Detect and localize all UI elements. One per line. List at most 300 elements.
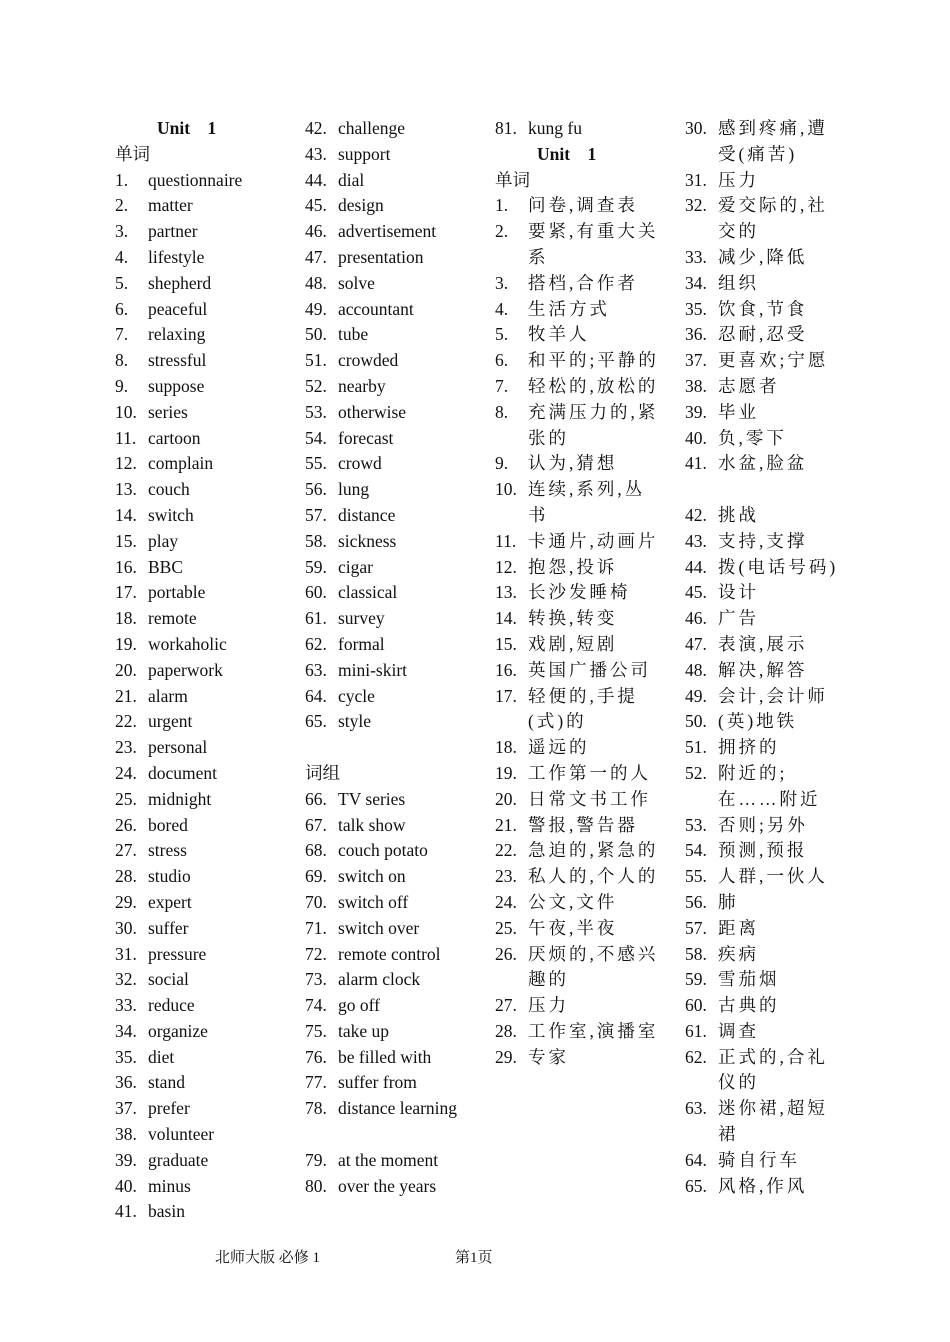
item-text: crowd <box>338 453 382 474</box>
item-text: 骑自行车 <box>718 1149 800 1170</box>
item-number: 8. <box>115 350 129 371</box>
item-text: switch over <box>338 917 420 938</box>
item-text: challenge <box>338 118 406 138</box>
item-text: paperwork <box>148 659 223 680</box>
list-item <box>495 374 660 400</box>
item-text: solve <box>338 272 375 293</box>
list-item <box>685 116 840 168</box>
item-text: design <box>338 195 384 216</box>
list-item <box>495 761 660 787</box>
list-item <box>495 684 660 736</box>
list-item <box>685 193 840 245</box>
list-item <box>305 942 475 968</box>
item-number: 42. <box>685 504 707 525</box>
item-number: 61. <box>685 1020 707 1041</box>
item-text: 卡通片,动画片 <box>528 530 659 551</box>
list-item <box>115 916 285 942</box>
list-item <box>685 426 840 452</box>
list-item <box>305 787 475 813</box>
list-item <box>115 297 285 323</box>
item-text: support <box>338 143 391 164</box>
item-text: crowded <box>338 350 399 371</box>
item-number: 32. <box>115 969 137 990</box>
item-text: 风格,作风 <box>718 1175 808 1196</box>
item-text: 挑战 <box>718 504 759 525</box>
item-number: 58. <box>305 530 327 551</box>
item-number: 21. <box>495 814 517 835</box>
list-item <box>685 632 840 658</box>
unit-title: Unit 1 <box>537 143 597 164</box>
item-text: 急迫的,紧急的 <box>528 840 659 861</box>
list-item <box>305 426 475 452</box>
item-text: 工作第一的人 <box>528 762 651 783</box>
item-number: 13. <box>115 479 137 500</box>
list-item <box>685 709 840 735</box>
item-text: 厌烦的,不感兴趣的 <box>528 943 659 990</box>
item-number: 49. <box>685 685 707 706</box>
list-item <box>685 451 840 477</box>
item-text: survey <box>338 608 385 629</box>
item-number: 20. <box>115 659 137 680</box>
item-text: expert <box>148 891 192 912</box>
list-item <box>685 348 840 374</box>
phrase-list <box>305 1148 475 1200</box>
item-text: 英国广播公司 <box>528 659 651 680</box>
list-item <box>115 632 285 658</box>
list-item <box>495 632 660 658</box>
item-text: 爱交际的,社交的 <box>718 195 828 242</box>
item-number: 46. <box>305 221 327 242</box>
item-text: suffer from <box>338 1072 417 1093</box>
item-number: 68. <box>305 840 327 861</box>
item-text: switch off <box>338 891 409 912</box>
item-number: 3. <box>115 221 129 242</box>
item-number: 38. <box>685 375 707 396</box>
list-item <box>495 219 660 271</box>
item-number: 64. <box>685 1149 707 1170</box>
item-number: 67. <box>305 814 327 835</box>
word-list <box>115 168 285 1226</box>
item-text: 警报,警告器 <box>528 814 638 835</box>
list-item <box>685 993 840 1019</box>
item-text: complain <box>148 453 214 474</box>
item-text: 减少,降低 <box>718 246 808 267</box>
list-item <box>115 761 285 787</box>
item-text: 更喜欢;宁愿 <box>718 350 829 371</box>
item-text: 拨(电话号码) <box>718 556 839 577</box>
item-text: otherwise <box>338 401 407 422</box>
item-number: 57. <box>305 504 327 525</box>
item-text: 转换,转变 <box>528 608 618 629</box>
item-text: at the moment <box>338 1149 439 1170</box>
list-item <box>685 1096 840 1148</box>
item-number: 12. <box>115 453 137 474</box>
list-item <box>115 864 285 890</box>
item-number: 22. <box>495 840 517 861</box>
item-text: 和平的;平静的 <box>528 350 659 371</box>
item-number: 39. <box>685 401 707 422</box>
item-text: nearby <box>338 375 386 396</box>
list-item <box>305 1070 475 1096</box>
translation-list <box>685 116 840 1199</box>
item-text: BBC <box>148 556 184 577</box>
item-text: 生活方式 <box>528 298 610 319</box>
item-number: 79. <box>305 1149 327 1170</box>
list-item <box>495 787 660 813</box>
item-text: 正式的,合礼仪的 <box>718 1046 828 1093</box>
item-number: 43. <box>685 530 707 551</box>
item-text: basin <box>148 1201 185 1222</box>
item-number: 9. <box>495 453 509 474</box>
item-text: couch potato <box>338 840 428 861</box>
item-text: 组织 <box>718 272 759 293</box>
list-item <box>685 374 840 400</box>
item-text: over the years <box>338 1175 437 1196</box>
item-number: 56. <box>305 479 327 500</box>
item-number: 58. <box>685 943 707 964</box>
item-number: 65. <box>305 711 327 732</box>
item-number: 30. <box>685 118 707 138</box>
list-item <box>305 658 475 684</box>
list-item <box>305 168 475 194</box>
item-number: 39. <box>115 1149 137 1170</box>
item-text: suffer <box>148 917 189 938</box>
item-text: 午夜,半夜 <box>528 917 618 938</box>
item-number: 31. <box>685 169 707 190</box>
word-list <box>305 116 475 735</box>
item-number: 31. <box>115 943 137 964</box>
list-item <box>115 1045 285 1071</box>
list-item <box>685 1148 840 1174</box>
list-item <box>685 400 840 426</box>
item-text: cycle <box>338 685 375 706</box>
item-number: 44. <box>305 169 327 190</box>
list-item <box>495 271 660 297</box>
list-item <box>115 1199 285 1225</box>
column-3 <box>495 116 660 1070</box>
item-number: 28. <box>115 866 137 887</box>
item-text: (英)地铁 <box>718 711 798 732</box>
item-text: workaholic <box>148 633 227 654</box>
list-item <box>305 1019 475 1045</box>
item-text: shepherd <box>148 272 212 293</box>
item-number: 11. <box>115 427 137 448</box>
item-number: 10. <box>115 401 137 422</box>
item-number: 7. <box>115 324 129 345</box>
item-number: 9. <box>115 375 129 396</box>
item-number: 40. <box>685 427 707 448</box>
list-item <box>685 606 840 632</box>
list-item <box>495 942 660 994</box>
item-number: 2. <box>115 195 129 216</box>
list-item <box>305 916 475 942</box>
item-text: 搭档,合作者 <box>528 272 638 293</box>
footer-book: 北师大版 必修 1 <box>215 1250 321 1266</box>
item-text: 公文,文件 <box>528 891 618 912</box>
item-number: 29. <box>115 891 137 912</box>
item-number: 62. <box>685 1046 707 1067</box>
item-text: 肺 <box>718 891 739 912</box>
item-number: 35. <box>115 1046 137 1067</box>
list-item <box>685 1045 840 1097</box>
list-item <box>115 1019 285 1045</box>
item-text: 牧羊人 <box>528 324 590 345</box>
column-2 <box>305 116 475 1199</box>
item-number: 18. <box>115 608 137 629</box>
list-item <box>495 297 660 323</box>
item-number: 25. <box>115 788 137 809</box>
item-text: switch <box>148 504 194 525</box>
list-item <box>495 348 660 374</box>
item-number: 51. <box>685 737 707 758</box>
list-item <box>115 709 285 735</box>
item-number: 45. <box>685 582 707 603</box>
item-number: 60. <box>685 995 707 1016</box>
item-text: 日常文书工作 <box>528 788 651 809</box>
item-number: 53. <box>305 401 327 422</box>
list-item <box>115 1096 285 1122</box>
item-text: alarm clock <box>338 969 421 990</box>
list-item <box>495 580 660 606</box>
item-number: 1. <box>495 195 509 216</box>
item-number: 41. <box>685 453 707 474</box>
item-number: 56. <box>685 891 707 912</box>
item-text: relaxing <box>148 324 206 345</box>
item-number: 61. <box>305 608 327 629</box>
item-text: go off <box>338 995 380 1016</box>
item-number: 11. <box>495 530 517 551</box>
list-item <box>115 451 285 477</box>
item-number: 66. <box>305 788 327 809</box>
item-text: questionnaire <box>148 169 243 190</box>
item-text: 疾病 <box>718 943 759 964</box>
item-text: 会计,会计师 <box>718 685 828 706</box>
item-number: 77. <box>305 1072 327 1093</box>
item-text: organize <box>148 1020 208 1041</box>
list-item <box>495 400 660 452</box>
list-item <box>495 658 660 684</box>
list-item <box>305 555 475 581</box>
list-item <box>115 1070 285 1096</box>
list-item <box>115 555 285 581</box>
item-number: 46. <box>685 608 707 629</box>
list-item: 81. kung fu <box>495 118 582 138</box>
list-item <box>685 529 840 555</box>
item-number: 36. <box>685 324 707 345</box>
item-number: 3. <box>495 272 509 293</box>
list-item <box>685 1174 840 1200</box>
item-text: advertisement <box>338 221 437 242</box>
item-text: distance <box>338 504 396 525</box>
list-item <box>305 813 475 839</box>
list-item <box>685 1019 840 1045</box>
footer-page-number: 第1页 <box>455 1250 493 1266</box>
item-text: 负,零下 <box>718 427 787 448</box>
item-number: 63. <box>685 1098 707 1119</box>
item-number: 1. <box>115 169 129 190</box>
item-text: bored <box>148 814 188 835</box>
list-item <box>305 632 475 658</box>
item-number: 72. <box>305 943 327 964</box>
list-item <box>495 555 660 581</box>
item-number: 52. <box>305 375 327 396</box>
list-item <box>685 916 840 942</box>
list-item <box>495 1045 660 1071</box>
item-number: 69. <box>305 866 327 887</box>
list-item <box>685 168 840 194</box>
list-item <box>495 1019 660 1045</box>
section-label: 单词 <box>115 143 150 164</box>
item-text: stand <box>148 1072 185 1093</box>
item-number: 15. <box>495 633 517 654</box>
item-number: 37. <box>115 1098 137 1119</box>
list-item <box>115 374 285 400</box>
item-text: 人群,一伙人 <box>718 866 828 887</box>
item-text: stressful <box>148 350 207 371</box>
list-item <box>115 400 285 426</box>
list-item <box>685 838 840 864</box>
list-item <box>495 813 660 839</box>
item-text: 毕业 <box>718 401 759 422</box>
list-item <box>305 297 475 323</box>
list-item <box>685 658 840 684</box>
item-text: play <box>148 530 179 551</box>
item-number: 47. <box>305 246 327 267</box>
item-text: cartoon <box>148 427 201 448</box>
item-text: portable <box>148 582 206 603</box>
list-item <box>305 245 475 271</box>
item-text: studio <box>148 866 191 887</box>
item-text: 私人的,个人的 <box>528 866 659 887</box>
list-item <box>685 322 840 348</box>
list-item <box>685 684 840 710</box>
list-item <box>115 1122 285 1148</box>
list-item <box>685 580 840 606</box>
list-item <box>115 348 285 374</box>
item-number: 50. <box>305 324 327 345</box>
item-text: 充满压力的,紧张的 <box>528 401 659 448</box>
item-number: 60. <box>305 582 327 603</box>
item-text: cigar <box>338 556 373 577</box>
item-text: stress <box>148 840 187 861</box>
item-text: 饮食,节食 <box>718 298 808 319</box>
item-text: 附近的;在……附近 <box>718 762 821 809</box>
item-number: 27. <box>115 840 137 861</box>
item-number: 51. <box>305 350 327 371</box>
list-item <box>115 993 285 1019</box>
list-item <box>115 219 285 245</box>
item-text: take up <box>338 1020 390 1041</box>
item-number: 34. <box>115 1020 137 1041</box>
list-item <box>305 322 475 348</box>
item-number: 28. <box>495 1020 517 1041</box>
item-text: forecast <box>338 427 394 448</box>
unit-title: Unit 1 <box>157 118 217 138</box>
item-number: 13. <box>495 582 517 603</box>
item-number: 42. <box>305 118 327 138</box>
item-text: prefer <box>148 1098 190 1119</box>
list-item <box>495 529 660 555</box>
item-text: tube <box>338 324 369 345</box>
item-number: 33. <box>685 246 707 267</box>
item-text: 雪茄烟 <box>718 969 780 990</box>
item-text: 专家 <box>528 1046 569 1067</box>
item-text: matter <box>148 195 193 216</box>
item-number: 2. <box>495 221 509 242</box>
list-item <box>495 451 660 477</box>
item-number: 6. <box>115 298 129 319</box>
item-text: 水盆,脸盆 <box>718 453 808 474</box>
item-text: 拥挤的 <box>718 737 780 758</box>
item-number: 17. <box>495 685 517 706</box>
list-item <box>685 271 840 297</box>
item-text: dial <box>338 169 365 190</box>
list-item <box>685 503 840 529</box>
list-item <box>115 1174 285 1200</box>
item-number: 45. <box>305 195 327 216</box>
item-number: 70. <box>305 891 327 912</box>
list-item <box>305 142 475 168</box>
list-item <box>115 168 285 194</box>
item-number: 33. <box>115 995 137 1016</box>
item-number: 20. <box>495 788 517 809</box>
item-number: 48. <box>685 659 707 680</box>
item-text: lifestyle <box>148 246 205 267</box>
list-item <box>685 890 840 916</box>
item-text: 否则;另外 <box>718 814 808 835</box>
item-text: remote <box>148 608 197 629</box>
item-number: 14. <box>115 504 137 525</box>
list-item <box>305 580 475 606</box>
list-item <box>495 838 660 864</box>
item-text: 忍耐,忍受 <box>718 324 808 345</box>
item-text: social <box>148 969 189 990</box>
item-number: 36. <box>115 1072 137 1093</box>
item-text: 解决,解答 <box>718 659 808 680</box>
column-1 <box>115 116 285 1225</box>
item-text: diet <box>148 1046 175 1067</box>
column-4 <box>685 116 840 1199</box>
list-item <box>115 813 285 839</box>
list-item <box>305 219 475 245</box>
item-number: 6. <box>495 350 509 371</box>
item-number: 54. <box>305 427 327 448</box>
item-text: 轻松的,放松的 <box>528 375 659 396</box>
list-item <box>115 942 285 968</box>
list-item <box>115 787 285 813</box>
item-number: 4. <box>115 246 129 267</box>
item-number: 26. <box>115 814 137 835</box>
item-text: 戏剧,短剧 <box>528 633 618 654</box>
item-text: 压力 <box>528 995 569 1016</box>
list-item: 78. distance learning <box>305 1098 458 1119</box>
item-number: 18. <box>495 737 517 758</box>
item-text: 抱怨,投诉 <box>528 556 618 577</box>
list-item <box>305 529 475 555</box>
list-item <box>115 606 285 632</box>
item-text: style <box>338 711 372 732</box>
list-item <box>305 503 475 529</box>
item-number: 17. <box>115 582 137 603</box>
list-item <box>305 451 475 477</box>
item-number: 29. <box>495 1046 517 1067</box>
list-item <box>305 993 475 1019</box>
item-text: 支持,支撑 <box>718 530 808 551</box>
item-number: 57. <box>685 917 707 938</box>
item-text: partner <box>148 221 198 242</box>
list-item <box>305 271 475 297</box>
item-number: 26. <box>495 943 517 964</box>
